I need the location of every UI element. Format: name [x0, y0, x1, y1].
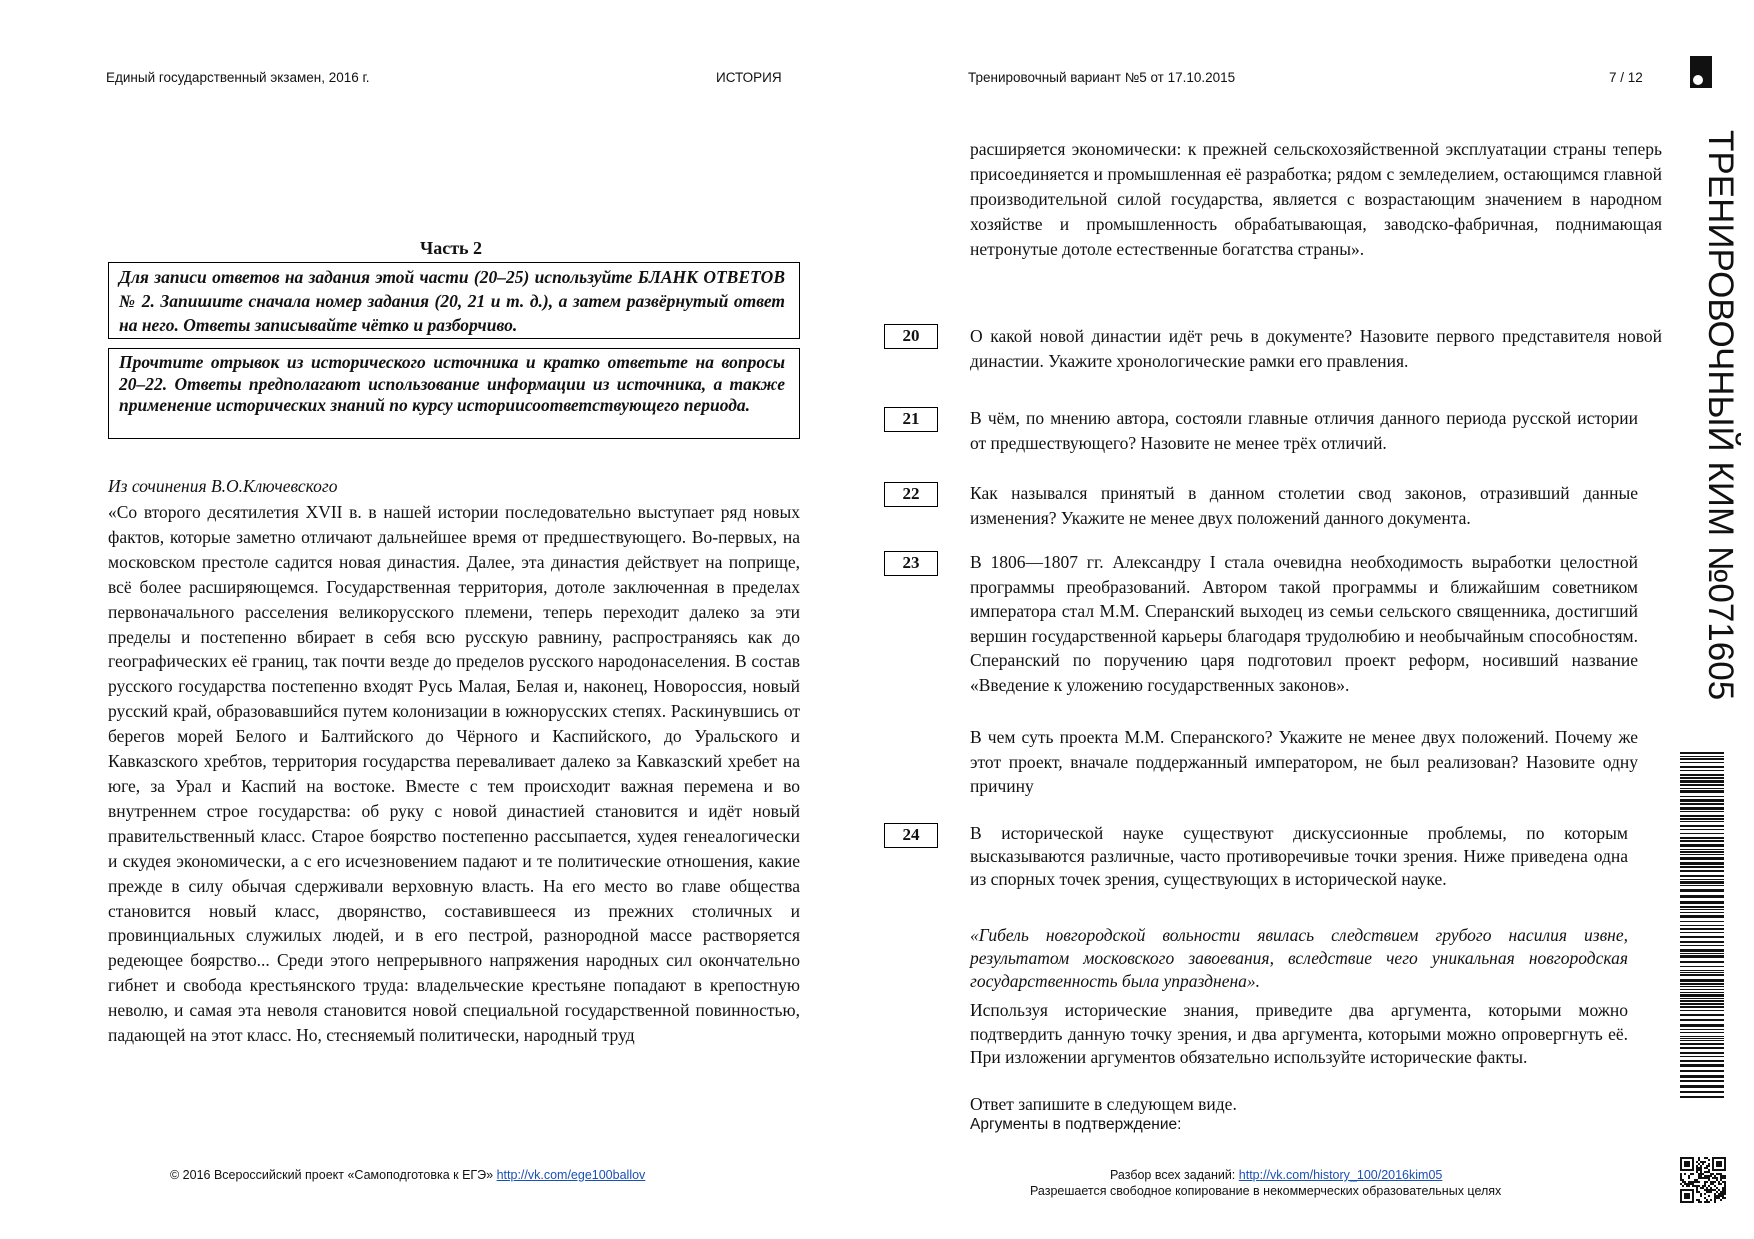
question-number-20: 20	[884, 324, 938, 349]
footer-left	[170, 1168, 645, 1182]
header-page-number: 7 / 12	[1609, 70, 1643, 85]
footer-copyright: © 2016 Всероссийский проект «Самоподготовка к ЕГЭ»	[170, 1168, 494, 1182]
header-subject: ИСТОРИЯ	[716, 70, 782, 85]
source-text-continuation: расширяется экономически: к прежней сельскохозяйственной эксплуатации страны теперь присоединяется и промышленная её разработка; рядом с земледелием, остающимся главной производительной силой государства, является с возрастающим значением в народном хозяйстве и промышленность обрабатывающая, заводско-фабричная, поднимающая нетронутые дотоле естественные богатства страны».	[970, 139, 1662, 259]
question-number-22: 22	[884, 482, 938, 507]
barcode-icon	[1680, 752, 1724, 1100]
question-number-21: 21	[884, 407, 938, 432]
footer-review-label: Разбор всех заданий:	[1110, 1168, 1236, 1182]
question-20-text: О какой новой династии идёт речь в документе? Назовите первого представителя новой династии. Укажите хронологические рамки его правления.	[970, 326, 1662, 371]
part-title: Часть 2	[420, 238, 483, 258]
question-24-text: В исторической науке существуют дискуссионные проблемы, по которым высказываются различные, часто противоречивые точки зрения. Ниже приведена одна из спорных точек зрения, существующих в исторической науке.	[970, 823, 1628, 889]
question-number-23: 23	[884, 551, 938, 576]
footer-left-link[interactable]: http://vk.com/ege100ballov	[496, 1168, 646, 1182]
footer-copy-permission: Разрешается свободное копирование в некоммерческих образовательных целях	[1030, 1184, 1502, 1198]
instruction-box-answers: Для записи ответов на задания этой части (20–25) используйте БЛАНК ОТВЕТОВ № 2. Запишите сначала номер задания (20, 21 и т. д.), а затем развёрнутый ответ на него. Ответы записывайте чётко и разборчиво.	[108, 262, 800, 339]
question-24-answer-format: Ответ запишите в следующем виде.	[970, 1094, 1237, 1114]
side-label	[1700, 130, 1740, 710]
question-24-task: Используя исторические знания, приведите два аргумента, которыми можно подтвердить данную точку зрения, и два аргумента, которыми можно опровергнуть её. При изложении аргументов обязательно используйте исторические факты.	[970, 1000, 1628, 1067]
question-21-text: В чём, по мнению автора, состояли главные отличия данного периода русской истории от предшествующего? Назовите не менее трёх отличий.	[970, 408, 1638, 453]
question-number-24: 24	[884, 823, 938, 848]
question-23-text: В 1806—1807 гг. Александру I стала очевидна необходимость выработки целостной программы преобразований. Автором такой программы и ближайшим советником императора стал М.М. Сперанский выходец из семьи сельского священника, достигший вершин государственной карьеры благодаря трудолюбию и необычайным способностям. Сперанский по поручению царя подготовил проект реформ, носивший название «Введение к уложению государственных законов».	[970, 552, 1638, 695]
question-24-arguments-label: Аргументы в подтверждение:	[970, 1116, 1182, 1133]
corner-marker-icon	[1690, 56, 1712, 88]
question-23-task: В чем суть проекта М.М. Сперанского? Укажите не менее двух положений. Почему же этот проект, вначале поддержанный императором, не был реализован? Назовите одну причину	[970, 727, 1638, 796]
question-22-text: Как назывался принятый в данном столетии свод законов, отразивший данные изменения? Укажите не менее двух положений данного документа.	[970, 483, 1638, 528]
question-24-quote: «Гибель новгородской вольности явилась следствием грубого насилия извне, результатом московского завоевания, вследствие чего уникальная новгородская государственность была упразднена».	[970, 925, 1628, 991]
source-caption: Из сочинения В.О.Ключевского	[108, 476, 338, 496]
header-exam-title: Единый государственный экзамен, 2016 г.	[106, 70, 370, 85]
header-variant: Тренировочный вариант №5 от 17.10.2015	[968, 70, 1236, 85]
footer-right-link[interactable]: http://vk.com/history_100/2016kim05	[1238, 1168, 1443, 1182]
side-label-text: ТРЕНИРОВОЧНЫЙ КИМ №071605	[1701, 130, 1740, 701]
source-text: «Со второго десятилетия XVII в. в нашей истории последовательно выступает ряд новых фактов, которые заметно отличают дальнейшее время от предшествующего. Во-первых, на московском престоле садится новая династия. Далее, эта династия действует на поприще, всё более расширяющемся. Государственная территория, дотоле заключенная в пределах первоначального расселения великорусского племени, теперь переходит далеко за эти пределы и постепенно вбирает в себя всю русскую равнину, распространяясь как до географических её границ, так почти везде до пределов русского народонаселения. В состав русского государства постепенно входят Русь Малая, Белая и, наконец, Новороссия, новый русский край, образовавшийся путем колонизации в южнорусских степях. Раскинувшись от берегов морей Белого и Балтийского до Чёрного и Каспийского, до Уральского и Кавказского хребтов, территория государства переваливает далеко за Кавказский хребет на юге, за Урал и Каспий на востоке. Вместе с тем происходит важная перемена и во внутреннем строе государства: об руку с новой династией становится и идёт новый правительственный класс. Старое боярство постепенно рассыпается, худея генеалогически и скудея экономически, а с его исчезновением падают и те политические отношения, какие прежде в силу обычая сдерживали верховную власть. На его место во главе общества становится новый класс, дворянство, составившееся из прежних столичных и провинциальных служилых людей, и в его пестрой, разнородной массе растворяется редеющее боярство... Среди этого непрерывного напряжения народных сил окончательно гибнет и свобода крестьянского труда: владельческие крестьяне попадают в крепостную неволю, и самая эта неволя становится новой специальной государственной повинностью, падающей на этот класс. Но, стесняемый политически, народный труд	[108, 502, 800, 1046]
footer-right	[1110, 1168, 1442, 1182]
instruction-box-source: Прочтите отрывок из исторического источника и кратко ответьте на вопросы 20–22. Ответы предполагают использование информации из источника, а также применение исторических знаний по курсу историисоответствующего периода.	[108, 348, 800, 439]
qr-code-icon	[1680, 1157, 1726, 1203]
